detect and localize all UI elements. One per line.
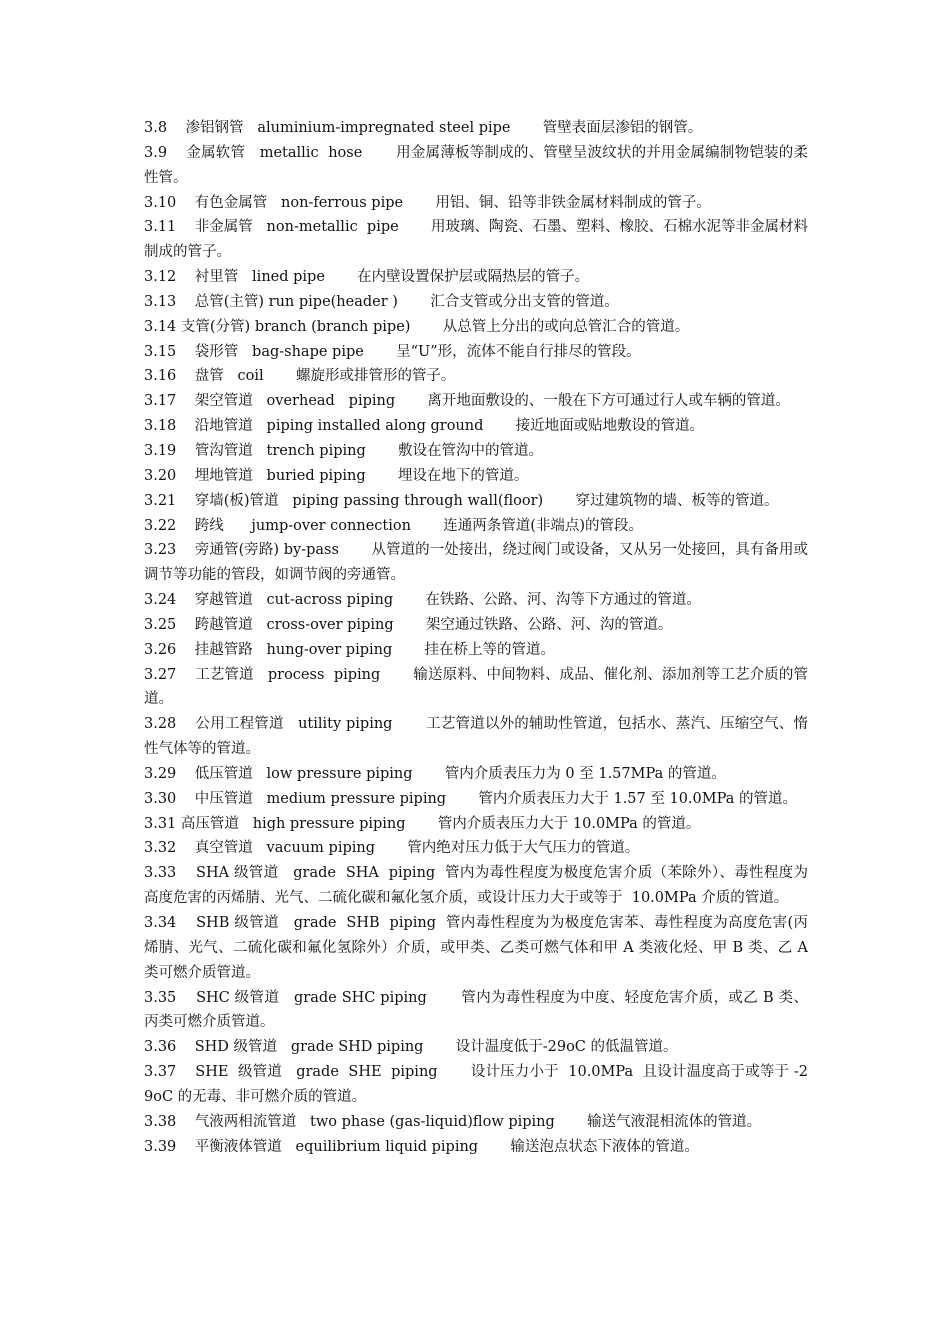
term-entry-3-30: 3.30 中压管道 medium pressure piping 管内介质表压力大于 1.57 至 10.0MPa 的管道。 xyxy=(144,790,797,807)
term-entry-3-26: 3.26 挂越管路 hung-over piping 挂在桥上等的管道。 xyxy=(144,641,556,658)
document-page xyxy=(144,116,813,1159)
term-entry-3-24: 3.24 穿越管道 cut-across piping 在铁路、公路、河、沟等下方通过的管道。 xyxy=(144,592,701,609)
term-entry-3-15: 3.15 袋形管 bag-shape pipe 呈“U”形，流体不能自行排尽的管段。 xyxy=(144,343,641,360)
term-entry-3-8: 3.8 渗铝钢管 aluminium-impregnated steel pipe 管壁表面层渗铝的钢管。 xyxy=(144,120,703,136)
term-entry-3-29: 3.29 低压管道 low pressure piping 管内介质表压力为 0 至 1.57MPa 的管道。 xyxy=(144,765,726,782)
term-entry-3-36: 3.36 SHD 级管道 grade SHD piping 设计温度低于-29oC 的低温管道。 xyxy=(144,1039,678,1056)
term-entry-3-11: 3.11 非金属管 non-metallic pipe 用玻璃、陶瓷、石墨、塑料、橡胶、石棉水泥等非金属材料制成的管子。 xyxy=(144,219,808,261)
term-entry-3-22: 3.22 跨线 jump-over connection 连通两条管道(非端点)的管段。 xyxy=(144,517,644,534)
term-entry-3-32: 3.32 真空管道 vacuum piping 管内绝对压力低于大气压力的管道。 xyxy=(144,840,640,857)
term-entry-3-12: 3.12 衬里管 lined pipe 在内壁设置保护层或隔热层的管子。 xyxy=(144,269,590,286)
term-entry-3-14: 3.14 支管(分管) branch (branch pipe) 从总管上分出的或向总管汇合的管道。 xyxy=(144,318,690,335)
term-entry-3-13: 3.13 总管(主管) run pipe(header ) 汇合支管或分出支管的管道。 xyxy=(144,293,619,310)
term-entry-3-23: 3.23 旁通管(旁路) by-pass 从管道的一处接出，绕过阀门或设备，又从另一处接回，具有备用或调节等功能的管段，如调节阀的旁通管。 xyxy=(144,542,808,584)
term-entry-3-39: 3.39 平衡液体管道 equilibrium liquid piping 输送泡点状态下液体的管道。 xyxy=(144,1138,699,1155)
term-entry-3-17: 3.17 架空管道 overhead piping 离开地面敷设的、一般在下方可通过行人或车辆的管道。 xyxy=(144,393,790,410)
term-entry-3-34: 3.34 SHB 级管道 grade SHB piping 管内毒性程度为为极度危害苯、毒性程度为高度危害(丙烯腈、光气、二硫化碳和氟化氢除外）介质，或甲类、乙类可燃气体和甲 A 类液化烃、甲 B 类、乙 A 类可燃介质管道。 xyxy=(144,915,813,981)
term-entry-3-10: 3.10 有色金属管 non-ferrous pipe 用铝、铜、铅等非铁金属材料制成的管子。 xyxy=(144,194,711,211)
term-entry-3-35: 3.35 SHC 级管道 grade SHC piping 管内为毒性程度为中度、轻度危害介质，或乙 B 类、丙类可燃介质管道。 xyxy=(144,989,808,1031)
term-entry-3-16: 3.16 盘管 coil 螺旋形或排管形的管子。 xyxy=(144,368,456,385)
term-entry-3-28: 3.28 公用工程管道 utility piping 工艺管道以外的辅助性管道，包括水、蒸汽、压缩空气、惰性气体等的管道。 xyxy=(144,716,808,758)
term-entry-3-37: 3.37 SHE 级管道 grade SHE piping 设计压力小于 10.0MPa 且设计温度高于或等于 -29oC 的无毒、非可燃介质的管道。 xyxy=(144,1064,808,1105)
term-entry-3-18: 3.18 沿地管道 piping installed along ground 接近地面或贴地敷设的管道。 xyxy=(144,418,705,435)
term-entry-3-9: 3.9 金属软管 metallic hose 用金属薄板等制成的、管壁呈波纹状的并用金属编制物铠装的柔性管。 xyxy=(144,144,808,186)
term-entry-3-38: 3.38 气液两相流管道 two phase (gas-liquid)flow piping 输送气液混相流体的管道。 xyxy=(144,1113,762,1130)
term-entry-3-27: 3.27 工艺管道 process piping 输送原料、中间物料、成品、催化剂、添加剂等工艺介质的管道。 xyxy=(144,666,808,708)
term-entry-3-33: 3.33 SHA 级管道 grade SHA piping 管内为毒性程度为极度危害介质（苯除外）、毒性程度为高度危害的丙烯腈、光气、二硫化碳和氟化氢介质，或设计压力大于或等于 10.0MPa 介质的管道。 xyxy=(144,865,808,907)
term-entry-3-25: 3.25 跨越管道 cross-over piping 架空通过铁路、公路、河、沟的管道。 xyxy=(144,616,673,633)
term-entry-3-21: 3.21 穿墙(板)管道 piping passing through wall(floor) 穿过建筑物的墙、板等的管道。 xyxy=(144,492,779,509)
term-entry-3-20: 3.20 埋地管道 buried piping 埋设在地下的管道。 xyxy=(144,467,529,484)
term-entry-3-31: 3.31 高压管道 high pressure piping 管内介质表压力大于 10.0MPa 的管道。 xyxy=(144,815,701,832)
term-entry-3-19: 3.19 管沟管道 trench piping 敷设在管沟中的管道。 xyxy=(144,442,544,459)
